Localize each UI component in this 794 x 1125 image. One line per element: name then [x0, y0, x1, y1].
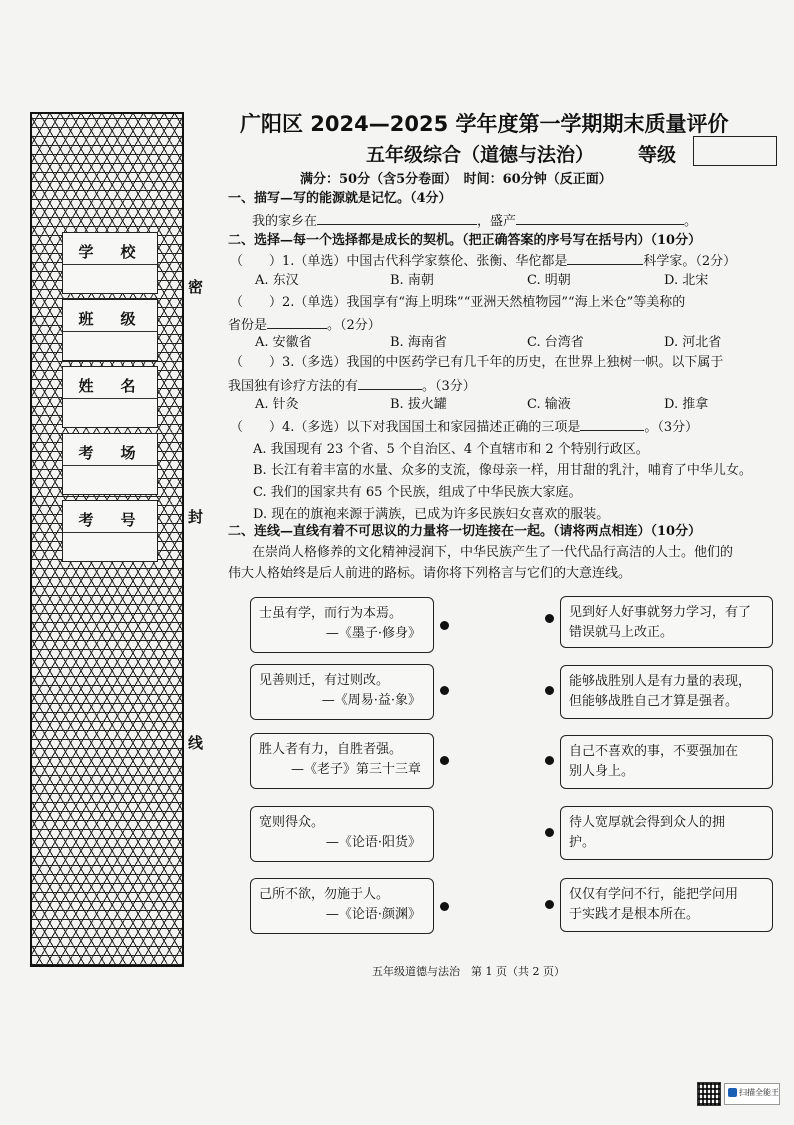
meaning-line1: 仅仅有学问不行，能把学问用 [569, 887, 739, 902]
produce-prefix: ，盛产 [477, 214, 517, 229]
quote-source: —《论语·颜渊》 [325, 907, 421, 922]
section3-intro-2: 伟大人格始终是后人前进的路标。请你将下列格言与它们的大意连线。 [228, 566, 632, 581]
field-divider [63, 465, 157, 466]
name-label: 姓 名 [78, 377, 142, 395]
exam-meta: 满分：50分（含5分卷面） 时间：60分钟（反正面） [300, 172, 612, 187]
question-3-text2: 我国独有诊疗方法的有 [228, 379, 359, 394]
question-4-statement-d: D. 现在的旗袍来源于满族，已成为许多民族妇女喜欢的服装。 [253, 507, 610, 522]
quote-source: —《老子》第三十三章 [290, 762, 421, 777]
quote-card [250, 664, 434, 720]
question-2-option-c: C. 台湾省 [527, 335, 584, 350]
left-connect-dot[interactable] [440, 756, 449, 765]
produce-blank[interactable] [516, 210, 684, 225]
question-3-option-d: D. 推拿 [664, 397, 709, 412]
meaning-card [560, 735, 773, 789]
question-4-text: （ ）4.（多选）以下对我国国土和家园描述正确的三项是 [230, 420, 581, 435]
right-connect-dot[interactable] [545, 686, 554, 695]
exam-room-field[interactable] [62, 433, 158, 495]
question-3-stem-line2 [228, 375, 476, 396]
seal-char-feng: 封 [188, 508, 204, 526]
question-1-stem [230, 250, 736, 271]
section3-heading: 二、连线—直线有着不可思议的力量将一切连接在一起。（请将两点相连）（10分） [228, 524, 702, 539]
quote-source: —《墨子·修身》 [325, 626, 421, 641]
right-connect-dot[interactable] [545, 756, 554, 765]
class-label: 班 级 [78, 310, 142, 328]
grade-label: 等级 [638, 144, 677, 166]
quote-source: —《周易·益·象》 [321, 693, 421, 708]
right-connect-dot[interactable] [545, 614, 554, 623]
meaning-line2: 于实践才是根本所在。 [569, 907, 700, 922]
question-4-statement-c: C. 我们的国家共有 65 个民族，组成了中华民族大家庭。 [253, 485, 582, 500]
quote-text: 胜人者有力，自胜者强。 [259, 742, 403, 757]
question-1-blank[interactable] [567, 250, 643, 265]
question-3-stem: （ ）3.（多选）我国的中医药学已有几千年的历史，在世界上独树一帜。以下属于 [230, 355, 724, 370]
meaning-line1: 见到好人好事就努力学习，有了 [569, 605, 752, 620]
left-connect-dot[interactable] [440, 621, 449, 630]
meaning-card [560, 596, 773, 648]
field-divider [63, 331, 157, 332]
question-3-option-a: A. 针灸 [255, 397, 299, 412]
question-3-tail: 。（3分） [422, 379, 476, 394]
exam-title: 广阳区 2024—2025 学年度第一学期期末质量评价 [240, 112, 729, 136]
question-2-text2: 省份是 [228, 318, 268, 333]
question-1-tail: 科学家。（2分） [643, 254, 737, 269]
left-connect-dot[interactable] [440, 686, 449, 695]
exam-number-field[interactable] [62, 500, 158, 562]
quote-card [250, 878, 434, 934]
seal-char-mi: 密 [188, 278, 204, 296]
scanner-label: 扫描全能王 [739, 1088, 779, 1097]
question-1-option-d: D. 北宋 [664, 273, 709, 288]
scanner-logo-icon [728, 1088, 737, 1097]
meaning-line2: 别人身上。 [569, 764, 635, 779]
meaning-line1: 待人宽厚就会得到众人的拥 [569, 815, 726, 830]
question-2-stem: （ ）2.（单选）我国享有“海上明珠”“亚洲天然植物园”“海上米仓”等美称的 [230, 295, 686, 310]
quote-text: 宽则得众。 [259, 815, 325, 830]
field-divider [63, 264, 157, 265]
right-connect-dot[interactable] [545, 900, 554, 909]
question-1-option-a: A. 东汉 [255, 273, 299, 288]
question-4-blank[interactable] [580, 416, 644, 431]
field-divider [63, 398, 157, 399]
quote-source: —《论语·阳货》 [325, 835, 421, 850]
qr-code-icon [697, 1082, 721, 1106]
quote-card [250, 806, 434, 862]
question-3-option-c: C. 输液 [527, 397, 571, 412]
question-2-stem-line2 [228, 314, 381, 335]
exam-subtitle: 五年级综合（道德与法治） [366, 144, 595, 166]
hometown-prefix: 我的家乡在 [252, 214, 318, 229]
line-end: 。 [684, 214, 698, 229]
question-1-option-b: B. 南朝 [390, 273, 434, 288]
quote-card [250, 733, 434, 789]
field-divider [63, 532, 157, 533]
scanner-watermark [724, 1083, 780, 1105]
quote-card [250, 597, 434, 653]
question-2-option-d: D. 河北省 [664, 335, 722, 350]
meaning-line2: 错误就马上改正。 [569, 625, 674, 640]
left-connect-dot[interactable] [440, 902, 449, 911]
meaning-line1: 自己不喜欢的事，不要强加在 [569, 744, 739, 759]
question-1-text: （ ）1.（单选）中国古代科学家蔡伦、张衡、华佗都是 [230, 254, 568, 269]
question-4-statement-b: B. 长江有着丰富的水量、众多的支流，像母亲一样，用甘甜的乳汁，哺育了中华儿女。 [253, 463, 752, 478]
question-2-blank[interactable] [267, 314, 327, 329]
question-2-option-b: B. 海南省 [390, 335, 447, 350]
section3-intro-1: 在崇尚人格修养的文化精神浸润下，中华民族产生了一代代品行高洁的人士。他们的 [252, 545, 734, 560]
school-label: 学 校 [78, 243, 142, 261]
question-4-stem [230, 416, 698, 437]
question-4-tail: 。（3分） [644, 420, 699, 435]
seal-char-xian: 线 [188, 734, 204, 752]
section1-heading: 一、描写—写的能源就是记忆。（4分） [228, 191, 452, 206]
exam-number-label: 考 号 [78, 511, 142, 529]
page-footer: 五年级道德与法治 第 1 页（共 2 页） [372, 965, 565, 978]
meaning-card [560, 878, 773, 932]
section1-line [252, 210, 697, 231]
meaning-card [560, 665, 773, 719]
name-field[interactable] [62, 366, 158, 428]
school-field[interactable] [62, 232, 158, 294]
meaning-card [560, 806, 773, 860]
exam-room-label: 考 场 [78, 444, 142, 462]
meaning-line2: 护。 [569, 835, 596, 850]
quote-text: 士虽有学，而行为本焉。 [259, 606, 403, 621]
section2-heading: 二、选择—每一个选择都是成长的契机。（把正确答案的序号写在括号内）（10分） [228, 233, 702, 248]
question-2-option-a: A. 安徽省 [255, 335, 312, 350]
question-1-option-c: C. 明朝 [527, 273, 571, 288]
right-connect-dot[interactable] [545, 828, 554, 837]
hometown-blank[interactable] [317, 210, 477, 225]
grade-box[interactable] [693, 136, 777, 166]
question-3-blank[interactable] [358, 375, 422, 390]
quote-text: 见善则迁，有过则改。 [259, 673, 390, 688]
quote-text: 己所不欲，勿施于人。 [259, 887, 390, 902]
question-4-statement-a: A. 我国现有 23 个省、5 个自治区、4 个直辖市和 2 个特别行政区。 [253, 442, 649, 457]
question-3-option-b: B. 拔火罐 [390, 397, 447, 412]
question-2-tail: 。（2分） [327, 318, 381, 333]
class-field[interactable] [62, 299, 158, 361]
meaning-line1: 能够战胜别人是有力量的表现， [569, 674, 752, 689]
meaning-line2: 但能够战胜自己才算是强者。 [569, 694, 739, 709]
